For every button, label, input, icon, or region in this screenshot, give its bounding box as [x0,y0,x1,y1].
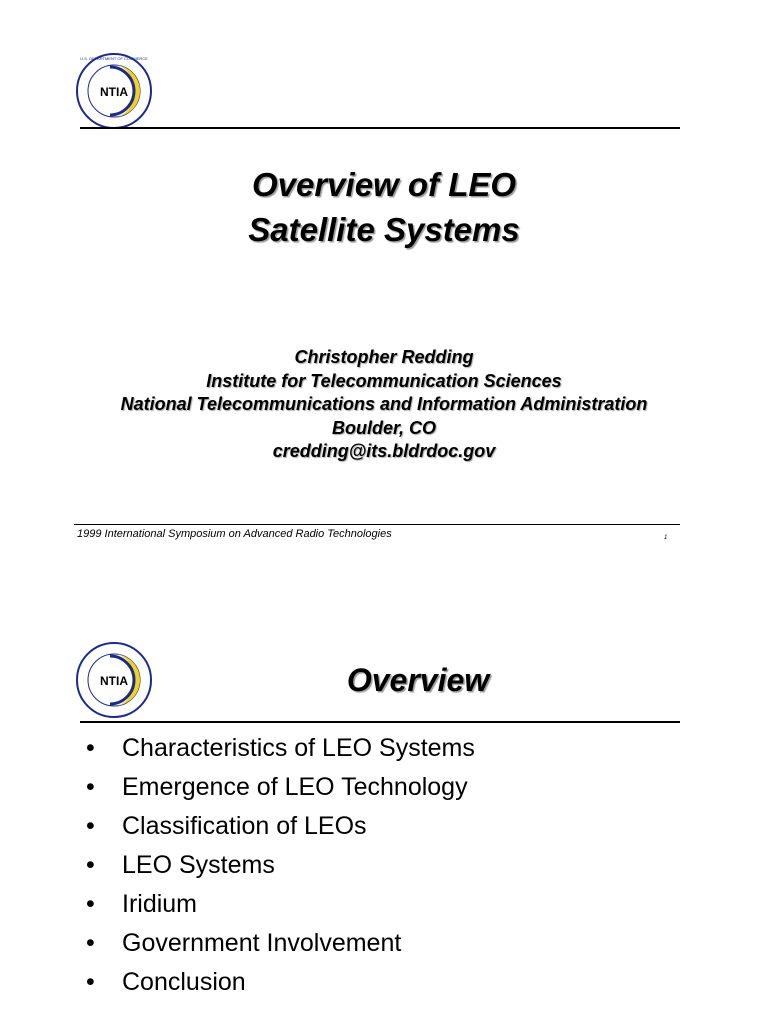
list-item-label: Iridium [122,890,198,918]
ntia-logo [74,51,154,131]
list-item [86,768,475,807]
overview-list [86,729,475,1002]
author-name: Christopher Redding [294,347,474,367]
title-line-1: Overview of LEO [251,166,517,203]
logo-label: NTIA [100,674,128,688]
list-item [86,807,475,846]
top-divider [80,127,680,129]
bullet-icon: • [86,851,95,879]
section-title: Overview [346,662,490,698]
list-item [86,729,475,768]
bullet-icon: • [86,929,95,957]
bullet-icon: • [86,812,95,840]
footer-divider [74,524,680,525]
logo-label: NTIA [100,85,128,99]
location: Boulder, CO [331,417,436,438]
list-item [86,885,475,924]
list-item-label: Conclusion [122,968,246,996]
list-item-label: Emergence of LEO Technology [122,773,468,801]
bullet-icon: • [86,968,95,996]
institute-name: Institute for Telecommunication Sciences [206,370,562,391]
section-divider [80,721,680,723]
list-item-label: LEO Systems [122,851,275,879]
footer-text: 1999 International Symposium on Advanced Radio Technologies [77,528,392,540]
ntia-seal-icon [74,640,154,720]
ntia-logo-2 [74,640,154,720]
page-number: 1 [664,535,668,541]
bullet-icon: • [86,773,95,801]
list-item [86,924,475,963]
page-title [0,162,768,252]
list-item-label: Classification of LEOs [122,812,367,840]
bullet-icon: • [86,890,95,918]
agency-name: National Telecommunications and Information Administration [120,394,648,414]
list-item [86,846,475,885]
email-address: credding@its.bldrdoc.gov [272,441,496,461]
list-item [86,963,475,1002]
ntia-seal-icon [74,51,154,131]
author-block [0,346,768,464]
bullet-icon: • [86,734,95,762]
title-line-2: Satellite Systems [248,211,520,248]
list-item-label: Characteristics of LEO Systems [122,734,475,762]
svg-text:U.S. DEPARTMENT OF COMMERCE: U.S. DEPARTMENT OF COMMERCE [80,56,148,61]
list-item-label: Government Involvement [122,929,402,957]
